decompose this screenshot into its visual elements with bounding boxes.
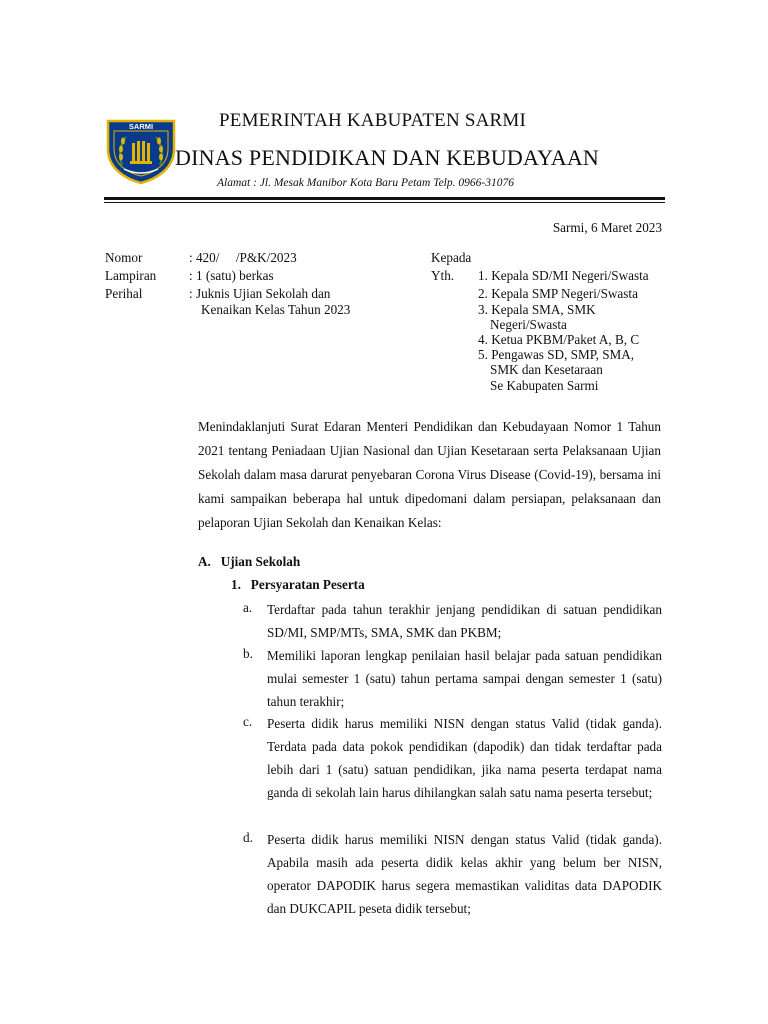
recipient-line: 2. Kepala SMP Negeri/Swasta (478, 286, 638, 301)
requirement-item-c: Peserta didik harus memiliki NISN dengan status Valid (tidak ganda). Terdata pada data pokok pendidikan (dapodik) dan tidak terdaftar pada lebih dari 1 (satu) satuan pendidikan, jika nama peserta terdapat nama ganda di sekolah lain harus dihilangkan salah satu nama peserta tersebut; (267, 716, 662, 800)
sarmi-regency-logo (104, 119, 178, 185)
recipient-line: SMK dan Kesetaraan (490, 362, 603, 377)
requirement-item-b: Memiliki laporan lengkap penilaian hasil belajar pada satuan pendidikan mulai semester 1 (satu) tahun pertama sampai dengan semester 1 (satu) tahun terakhir; (267, 648, 662, 709)
intro-paragraph: Menindaklanjuti Surat Edaran Menteri Pendidikan dan Kebudayaan Nomor 1 Tahun 2021 tentang Peniadaan Ujian Nasional dan Ujian Kesetaraan serta Pelaksanaan Ujian Sekolah dalam masa darurat penyebaran Corona Virus Disease (Covid-19), bersama ini kami sampaikan beberapa hal untuk dipedomani dalam persiapan, pelaksanaan dan pelaporan Ujian Sekolah dan Kenaikan Kelas: (198, 419, 661, 530)
meta-label-perihal: Perihal (105, 286, 143, 301)
recipient-line: 5. Pengawas SD, SMP, SMA, (478, 347, 635, 362)
department-title: DINAS PENDIDIKAN DAN KEBUDAYAAN (175, 145, 599, 170)
item-letter-b: b. (243, 646, 253, 661)
meta-label-lampiran: Lampiran (105, 268, 157, 283)
letterhead-divider-thick (104, 197, 665, 200)
letter-date: Sarmi, 6 Maret 2023 (552, 220, 662, 235)
recipient-line: Negeri/Swasta (490, 317, 567, 332)
meta-value-lampiran: : 1 (satu) berkas (189, 268, 274, 283)
logo-text: SARMI (128, 122, 154, 131)
section-heading-a: A. Ujian Sekolah (198, 554, 301, 569)
requirement-item-a: Terdaftar pada tahun terakhir jenjang pendidikan di satuan pendidikan SD/MI, SMP/MTs, SMA, SMK dan PKBM; (267, 602, 662, 640)
recipient-line: 3. Kepala SMA, SMK (478, 302, 596, 317)
subsection-heading-1: 1. Persyaratan Peserta (231, 577, 365, 592)
item-letter-c: c. (243, 714, 253, 729)
item-letter-d: d. (243, 830, 253, 845)
meta-label-nomor: Nomor (105, 250, 143, 265)
office-address: Alamat : Jl. Mesak Manibor Kota Baru Petam Telp. 0966-31076 (217, 177, 514, 189)
meta-value-nomor: : 420/ /P&K/2023 (189, 250, 297, 265)
letterhead-divider-thin (104, 202, 665, 203)
item-letter-a: a. (243, 600, 253, 615)
recipient-line: 1. Kepala SD/MI Negeri/Swasta (478, 268, 649, 283)
recipient-yth: Yth. (431, 268, 455, 283)
recipient-line: Se Kabupaten Sarmi (490, 378, 599, 393)
meta-value-perihal-cont: Kenaikan Kelas Tahun 2023 (201, 302, 351, 317)
government-title: PEMERINTAH KABUPATEN SARMI (219, 110, 527, 131)
requirement-item-d: Peserta didik harus memiliki NISN dengan status Valid (tidak ganda). Apabila masih ada peserta didik kelas akhir yang belum ber NISN, operator DAPODIK harus segera memastikan validitas data DAPODIK dan DUKCAPIL peseta didik tersebut; (267, 832, 662, 916)
recipient-line: 4. Ketua PKBM/Paket A, B, C (478, 332, 640, 347)
recipient-kepada: Kepada (431, 250, 472, 265)
meta-value-perihal: : Juknis Ujian Sekolah dan (189, 286, 331, 301)
